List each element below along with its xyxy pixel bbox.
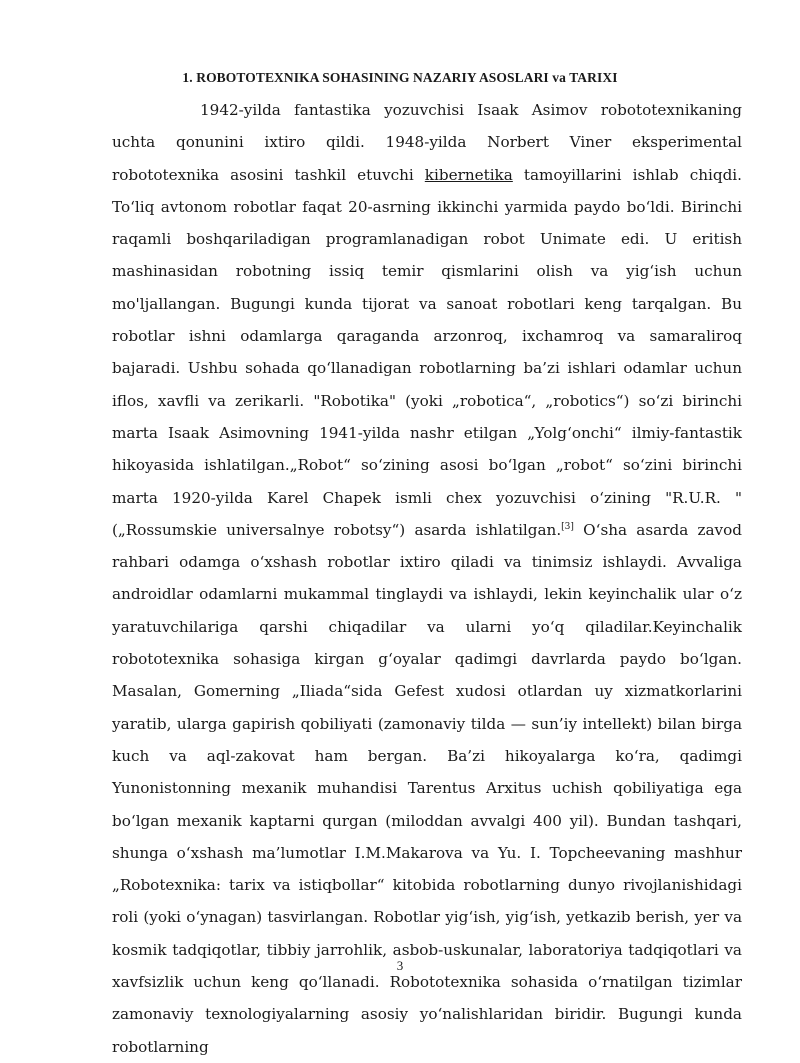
- paragraph-text-part-1: 1942-yilda fantastika yozuvchisi Isaak Asimov robototexnikaning uchta qonunini ixtiro qildi. 1948-yilda Norbert Viner eksperimental robototexnika asosini tashkil etuvchi: [112, 101, 742, 184]
- page-number: 3: [396, 958, 404, 973]
- paragraph-text-part-2: tamoyillarini ishlab chiqdi. To‘liq avtonom robotlar faqat 20-asrning ikkinchi yarmida paydo bo‘ldi. Birinchi raqamli boshqariladigan programlanadigan robot Unimate edi. U eritish mashinasidan robotning issiq temir qismlarini olish va yig‘ish uchun mo'ljallangan. Bugungi kunda tijorat va sanoat robotlari keng tarqalgan. Bu robotlar ishni odamlarga qaraganda arzonroq, ixchamroq va samaraliroq bajaradi. Ushbu sohada qo‘llanadigan robotlarning ba’zi ishlari odamlar uchun iflos, xavfli va zerikarli. "Robotika" (yoki „robotica“, „robotics“) so‘zi birinchi marta Isaak Asimovning 1941-yilda nashr etilgan „Yolg‘onchi“ ilmiy-fantastik hikoyasida ishlatilgan.„Robot“ so‘zining asosi bo‘lgan „robot“ so‘zini birinchi marta 1920-yilda Karel Chapek ismli chex yozuvchisi o‘zining "R.U.R. "(„Rossumskie universalnye robotsy“) asarda ishlatilgan.: [112, 165, 742, 539]
- body-paragraph: [112, 94, 742, 1063]
- paragraph-text-part-3: O‘sha asarda zavod rahbari odamga o‘xshash robotlar ixtiro qiladi va tinimsiz ishlaydi. Avvaliga androidlar odamlarni mukammal tinglaydi va ishlaydi, lekin keyinchalik ular o‘z yaratuvchilariga qarshi chiqadilar va ularni yo‘q qiladilar.Keyinchalik robototexnika sohasiga kirgan g‘oyalar qadimgi davrlarda paydo bo‘lgan. Masalan, Gomerning „Iliada“sida Gefest xudosi otlardan uy xizmatkorlarini yaratib, ularga gapirish qobiliyati (zamonaviy tilda — sun’iy intellekt) bilan birga kuch va aql-zakovat ham bergan. Ba’zi hikoyalarga ko‘ra, qadimgi Yunonistonning mexanik muhandisi Tarentus Arxitus uchish qobiliyatiga ega bo‘lgan mexanik kaptarni qurgan (miloddan avvalgi 400 yil). Bundan tashqari, shunga o‘xshash ma’lumotlar I.M.Makarova va Yu. I. Topcheevaning mashhur „Robotexnika: tarix va istiqbollar“ kitobida robotlarning dunyo rivojlanishidagi roli (yoki o‘ynagan) tasvirlangan. Robotlar yig‘ish, yig‘ish, yetkazib berish, yer va kosmik tadqiqotlar, tibbiy jarrohlik, asbob-uskunalar, laboratoriya tadqiqotlari va xavfsizlik uchun keng qo‘llanadi. Robototexnika sohasida o‘rnatilgan tizimlar zamonaviy texnologiyalarning asosiy yo‘nalishlaridan biridir. Bugungi kunda robotlarning: [112, 520, 742, 1056]
- section-heading: 1. ROBOTOTEXNIKA SOHASINING NAZARIY ASOSLARI va TARIXI: [182, 70, 618, 85]
- kibernetika-link[interactable]: kibernetika: [424, 165, 513, 184]
- footnote-reference[interactable]: [3]: [561, 521, 574, 532]
